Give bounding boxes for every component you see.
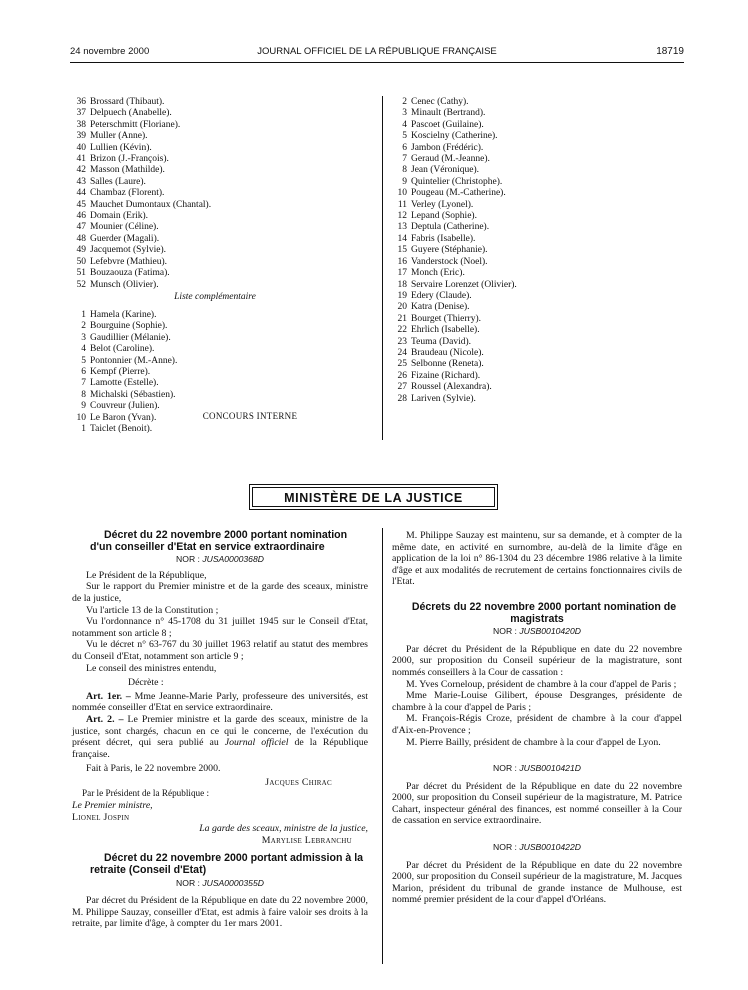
list-item <box>392 394 517 405</box>
list-item-name: Fabris (Isabelle). <box>411 233 476 244</box>
list-item-number: 45 <box>76 199 86 210</box>
list-item-name: Chambaz (Florent). <box>90 188 165 199</box>
header-date: 24 novembre 2000 <box>70 46 150 57</box>
list-item-name: Lariven (Sylvie). <box>411 393 476 404</box>
decret1-fait: Fait à Paris, le 22 novembre 2000. <box>86 763 221 775</box>
list-item-name: Domain (Erik). <box>90 211 149 222</box>
list-item-number: 5 <box>402 131 407 142</box>
list-item <box>71 97 211 108</box>
list-item <box>392 280 517 291</box>
premier-ministre-label: Le Premier ministre, <box>72 800 153 812</box>
list-item <box>71 245 211 256</box>
decrets3-p7: Par décret du Président de la République en date du 22 novembre 2000, sur proposition du Conseil supérieur de la magistrature, M. Jacques Marion, président du tribunal de grande instance de Mulhouse, est nommé premier président de la cour d'appel d'Orléans. <box>392 859 682 906</box>
list-item-name: Bouzaouza (Fatima). <box>90 268 170 279</box>
list-item-name: Couvreur (Julien). <box>90 401 160 412</box>
list-item-number: 50 <box>76 256 86 267</box>
list-item <box>71 390 177 401</box>
decret1-title: Décret du 22 novembre 2000 portant nomination d'un conseiller d'Etat en service extraordinaire <box>90 529 348 553</box>
list-item <box>71 177 211 188</box>
ministry-box <box>249 484 498 510</box>
list-item-number: 13 <box>397 222 407 233</box>
list-item <box>71 234 211 245</box>
list-item-number: 44 <box>76 188 86 199</box>
list-item-number: 1 <box>81 424 86 434</box>
list-item <box>71 143 211 154</box>
list-item-name: Lamotte (Estelle). <box>90 378 159 389</box>
decrets3-p1: Par décret du Président de la République en date du 22 novembre 2000, sur proposition du Conseil supérieur de la magistrature, sont nommés conseillers à la Cour de cassation : <box>392 643 682 678</box>
list-item-name: Gaudillier (Mélanie). <box>90 332 171 343</box>
list-item-name: Fizaine (Richard). <box>411 370 481 381</box>
liste-complementaire-heading: Liste complémentaire <box>174 292 256 302</box>
list-item <box>71 424 152 435</box>
decret1-p5: Vu le décret n° 63-767 du 30 juillet 1963 relatif au statut des membres du Conseil d'Etat, notamment son article 9 ; <box>72 639 368 662</box>
list-item <box>71 280 211 291</box>
list-item-number: 2 <box>81 321 86 332</box>
list-item-name: Quintelier (Christophe). <box>411 176 503 187</box>
list-item-name: Jean (Véronique). <box>411 165 480 176</box>
list-item-name: Le Baron (Yvan). <box>90 412 157 423</box>
column-divider-bottom <box>382 528 383 964</box>
list-item-name: Bourget (Thierry). <box>411 313 481 324</box>
list-item-number: 19 <box>397 290 407 301</box>
list-item-name: Kempf (Pierre). <box>90 367 151 378</box>
list-item-name: Hamela (Karine). <box>90 310 157 320</box>
garde-des-sceaux-label: La garde des sceaux, ministre de la justice, <box>199 823 368 835</box>
decret1-p2: Sur le rapport du Premier ministre et de la garde des sceaux, ministre de la justice, <box>72 581 368 604</box>
list-item-number: 6 <box>81 367 86 378</box>
list-item-number: 1 <box>81 310 86 320</box>
list-item-name: Geraud (M.-Jeanne). <box>411 154 490 165</box>
list-item <box>392 314 517 325</box>
list-item-name: Minault (Bertrand). <box>411 108 486 119</box>
decret1-p3: Vu l'article 13 de la Constitution ; <box>86 604 219 616</box>
candidate-list-complementaire <box>71 310 177 424</box>
list-item-name: Selbonne (Reneta). <box>411 359 484 370</box>
list-item <box>392 222 517 233</box>
list-item <box>392 143 517 154</box>
candidate-list-concours-interne <box>71 424 152 435</box>
list-item-number: 9 <box>402 176 407 187</box>
list-item-number: 22 <box>397 325 407 336</box>
decrets3-p4: M. François-Régis Croze, président de chambre à la cour d'appel d'Aix-en-Provence ; <box>392 713 682 736</box>
list-item-name: Jacquemot (Sylvie). <box>90 245 166 256</box>
decret1-nor: NOR : JUSA0000368D <box>176 554 264 565</box>
decret2-title: Décret du 22 novembre 2000 portant admission à la retraite (Conseil d'Etat) <box>90 852 364 877</box>
list-item-name: Pascoet (Guilaine). <box>411 119 484 130</box>
list-item <box>392 211 517 222</box>
decrets3-nor3: NOR : JUSB0010422D <box>493 842 581 853</box>
list-item <box>392 245 517 256</box>
list-item-number: 8 <box>81 389 86 400</box>
list-item-name: Masson (Mathilde). <box>90 165 165 176</box>
list-item <box>392 382 517 393</box>
list-item-name: Servaire Lorenzet (Olivier). <box>411 279 517 290</box>
list-item-name: Lepand (Sophie). <box>411 211 477 222</box>
list-item <box>392 234 517 245</box>
list-item-name: Taiclet (Benoit). <box>90 424 153 434</box>
decrets3-nor: NOR : JUSB0010420D <box>493 626 581 637</box>
list-item-name: Koscielny (Catherine). <box>411 131 498 142</box>
list-item <box>71 200 211 211</box>
list-item-number: 7 <box>402 154 407 165</box>
list-item <box>71 333 177 344</box>
list-item <box>71 257 211 268</box>
list-item-name: Munsch (Olivier). <box>90 279 159 290</box>
list-item-name: Mauchet Dumontaux (Chantal). <box>90 199 212 210</box>
list-item <box>392 108 517 119</box>
header-page-number: 18719 <box>656 46 684 57</box>
list-item <box>71 310 177 321</box>
list-item-number: 40 <box>76 142 86 153</box>
decret1-art2: Art. 2. – Le Premier ministre et la garde des sceaux, ministre de la justice, sont chargés, chacun en ce qui le concerne, de l'exécution du présent décret, qui sera publié au Journal officiel de la République française. <box>72 713 368 760</box>
column-divider-top <box>382 96 383 440</box>
list-item <box>392 120 517 131</box>
list-item-number: 14 <box>397 233 407 244</box>
list-item-number: 6 <box>402 142 407 153</box>
list-item-name: Mounier (Céline). <box>90 222 159 233</box>
list-item-name: Pontonnier (M.-Anne). <box>90 355 178 366</box>
header-rule <box>70 62 684 63</box>
list-item-number: 52 <box>76 279 86 290</box>
list-item-name: Lullien (Kévin). <box>90 142 152 153</box>
decrets3-p5: M. Pierre Bailly, président de chambre à la cour d'appel de Lyon. <box>406 736 661 748</box>
garde-des-sceaux-signature: Marylise Lebranchu <box>261 834 352 846</box>
list-item-number: 37 <box>76 108 86 119</box>
decret2-continuation: M. Philippe Sauzay est maintenu, sur sa demande, et à compter de la même date, en activité en surnombre, au-delà de la limite d'âge en application de la loi n° 86-1304 du 23 décembre 1986 relative à la limite d'âge et aux modalités de recrutement de certains fonctionnaires civils de l'Etat. <box>392 530 682 588</box>
list-item <box>71 356 177 367</box>
ministry-title: MINISTÈRE DE LA JUSTICE <box>252 487 495 507</box>
list-item-number: 24 <box>397 347 407 358</box>
list-item-number: 11 <box>397 199 407 210</box>
list-item-name: Monch (Eric). <box>411 268 465 279</box>
list-item-name: Michalski (Sébastien). <box>90 389 176 400</box>
list-item-name: Edery (Claude). <box>411 290 472 301</box>
decrets3-title: Décrets du 22 novembre 2000 portant nomination de magistrats <box>411 600 677 625</box>
list-item-number: 27 <box>397 382 407 393</box>
list-item-number: 12 <box>397 211 407 222</box>
list-item-name: Katra (Denise). <box>411 302 470 313</box>
decret1-art1: Art. 1er. – Mme Jeanne-Marie Parly, professeure des universités, est nommée conseiller d'Etat en service extraordinaire. <box>72 690 369 714</box>
list-item-name: Braudeau (Nicole). <box>411 347 484 358</box>
list-item <box>71 344 177 355</box>
candidate-list-main <box>71 97 211 291</box>
list-item-name: Roussel (Alexandra). <box>411 382 492 393</box>
list-item-number: 3 <box>402 108 407 119</box>
list-item-name: Brizon (J.-François). <box>90 154 169 165</box>
list-item-name: Guyere (Stéphanie). <box>411 245 488 256</box>
list-item-number: 8 <box>402 165 407 176</box>
decret1-p6: Le conseil des ministres entendu, <box>86 662 217 674</box>
decret2-nor: NOR : JUSA0000355D <box>176 877 264 888</box>
list-item-number: 28 <box>397 393 407 404</box>
decrets3-p6: Par décret du Président de la République en date du 22 novembre 2000, sur proposition du Conseil supérieur de la magistrature, M. Patrice Cahart, inspecteur général des finances, est nommé conseiller à la Cour de cassation en service extraordinaire. <box>392 780 682 827</box>
header-journal-title: JOURNAL OFFICIEL DE LA RÉPUBLIQUE FRANÇAISE <box>257 46 497 57</box>
premier-ministre-signature: Lionel Jospin <box>72 811 130 823</box>
list-item-number: 23 <box>397 336 407 347</box>
list-item-number: 43 <box>76 176 86 187</box>
decret1-p1: Le Président de la République, <box>86 569 207 581</box>
list-item-name: Jambon (Frédéric). <box>411 142 484 153</box>
list-item-number: 7 <box>81 378 86 389</box>
list-item <box>392 257 517 268</box>
decret1-p4: Vu l'ordonnance n° 45-1708 du 31 juillet 1945 sur le Conseil d'Etat, notamment son article 8 ; <box>72 616 368 639</box>
list-item-number: 18 <box>397 279 407 290</box>
list-item-number: 42 <box>76 165 86 176</box>
list-item <box>392 165 517 176</box>
list-item <box>392 188 517 199</box>
list-item <box>392 268 517 279</box>
list-item <box>392 154 517 165</box>
list-item-number: 49 <box>76 245 86 256</box>
list-item <box>392 200 517 211</box>
list-item <box>71 222 211 233</box>
list-item-number: 46 <box>76 211 86 222</box>
list-item-name: Peterschmitt (Floriane). <box>90 119 181 130</box>
list-item-number: 41 <box>76 154 86 165</box>
list-item-number: 15 <box>397 245 407 256</box>
list-item-number: 10 <box>397 188 407 199</box>
list-item <box>392 371 517 382</box>
concours-interne-heading: CONCOURS INTERNE <box>202 411 298 421</box>
list-item <box>71 211 211 222</box>
list-item <box>71 131 211 142</box>
list-item-number: 48 <box>76 233 86 244</box>
page-header <box>70 46 684 60</box>
list-item-number: 51 <box>76 268 86 279</box>
candidate-list-right <box>392 97 517 405</box>
list-item <box>392 177 517 188</box>
list-item <box>392 359 517 370</box>
list-item <box>71 154 211 165</box>
list-item-number: 16 <box>397 256 407 267</box>
list-item-number: 17 <box>397 268 407 279</box>
list-item-name: Brossard (Thibaut). <box>90 97 165 107</box>
list-item-number: 3 <box>81 332 86 343</box>
list-item-name: Muller (Anne). <box>90 131 148 142</box>
list-item <box>71 165 211 176</box>
list-item-name: Ehrlich (Isabelle). <box>411 325 480 336</box>
list-item-name: Vanderstock (Noel). <box>411 256 488 267</box>
list-item-name: Deptula (Catherine). <box>411 222 490 233</box>
list-item-number: 4 <box>402 119 407 130</box>
list-item <box>392 131 517 142</box>
left-column <box>72 530 368 930</box>
list-item-number: 20 <box>397 302 407 313</box>
list-item-number: 47 <box>76 222 86 233</box>
decret2-p1: Par décret du Président de la République en date du 22 novembre 2000, M. Philippe Sauzay, conseiller d'Etat, est admis à faire valoir ses droits à la retraite, par limite d'âge, à compter du 1er mars 2001. <box>72 895 368 930</box>
list-item-number: 10 <box>76 412 86 423</box>
list-item <box>71 378 177 389</box>
decret1-decrete: Décrète : <box>128 677 164 689</box>
list-item-name: Lefebvre (Mathieu). <box>90 256 168 267</box>
list-item-name: Teuma (David). <box>411 336 472 347</box>
list-item-name: Delpuech (Anabelle). <box>90 108 172 119</box>
list-item-name: Belot (Caroline). <box>90 344 155 355</box>
list-item <box>71 108 211 119</box>
list-item-number: 9 <box>81 401 86 412</box>
list-item <box>392 337 517 348</box>
right-column <box>392 530 682 906</box>
list-item <box>71 321 177 332</box>
list-item <box>71 268 211 279</box>
list-item-number: 39 <box>76 131 86 142</box>
list-item <box>392 302 517 313</box>
list-item <box>392 325 517 336</box>
list-item-name: Pougeau (M.-Catherine). <box>411 188 506 199</box>
list-item-name: Guerder (Magali). <box>90 233 160 244</box>
list-item-name: Cenec (Cathy). <box>411 97 469 107</box>
list-item-number: 38 <box>76 119 86 130</box>
list-item-name: Bourguine (Sophie). <box>90 321 168 332</box>
list-item <box>71 188 211 199</box>
list-item-name: Verley (Lyonel). <box>411 199 474 210</box>
list-item-number: 21 <box>397 313 407 324</box>
decrets3-p3: Mme Marie-Louise Gilibert, épouse Desgranges, présidente de chambre à la cour d'appel de Paris ; <box>392 690 682 713</box>
decrets3-p2: M. Yves Corneloup, président de chambre à la cour d'appel de Paris ; <box>406 678 677 690</box>
decrets3-nor2: NOR : JUSB0010421D <box>493 763 581 774</box>
list-item <box>71 120 211 131</box>
list-item-number: 25 <box>397 359 407 370</box>
signature-president: Jacques Chirac <box>265 776 332 788</box>
list-item <box>392 348 517 359</box>
list-item-number: 2 <box>402 97 407 107</box>
list-item-name: Salles (Laure). <box>90 176 146 187</box>
list-item-number: 4 <box>81 344 86 355</box>
list-item <box>392 97 517 108</box>
list-item-number: 26 <box>397 370 407 381</box>
list-item <box>71 367 177 378</box>
list-item-number: 36 <box>76 97 86 107</box>
par-le-president: Par le Président de la République : <box>82 788 210 799</box>
list-item <box>392 291 517 302</box>
list-item-number: 5 <box>81 355 86 366</box>
